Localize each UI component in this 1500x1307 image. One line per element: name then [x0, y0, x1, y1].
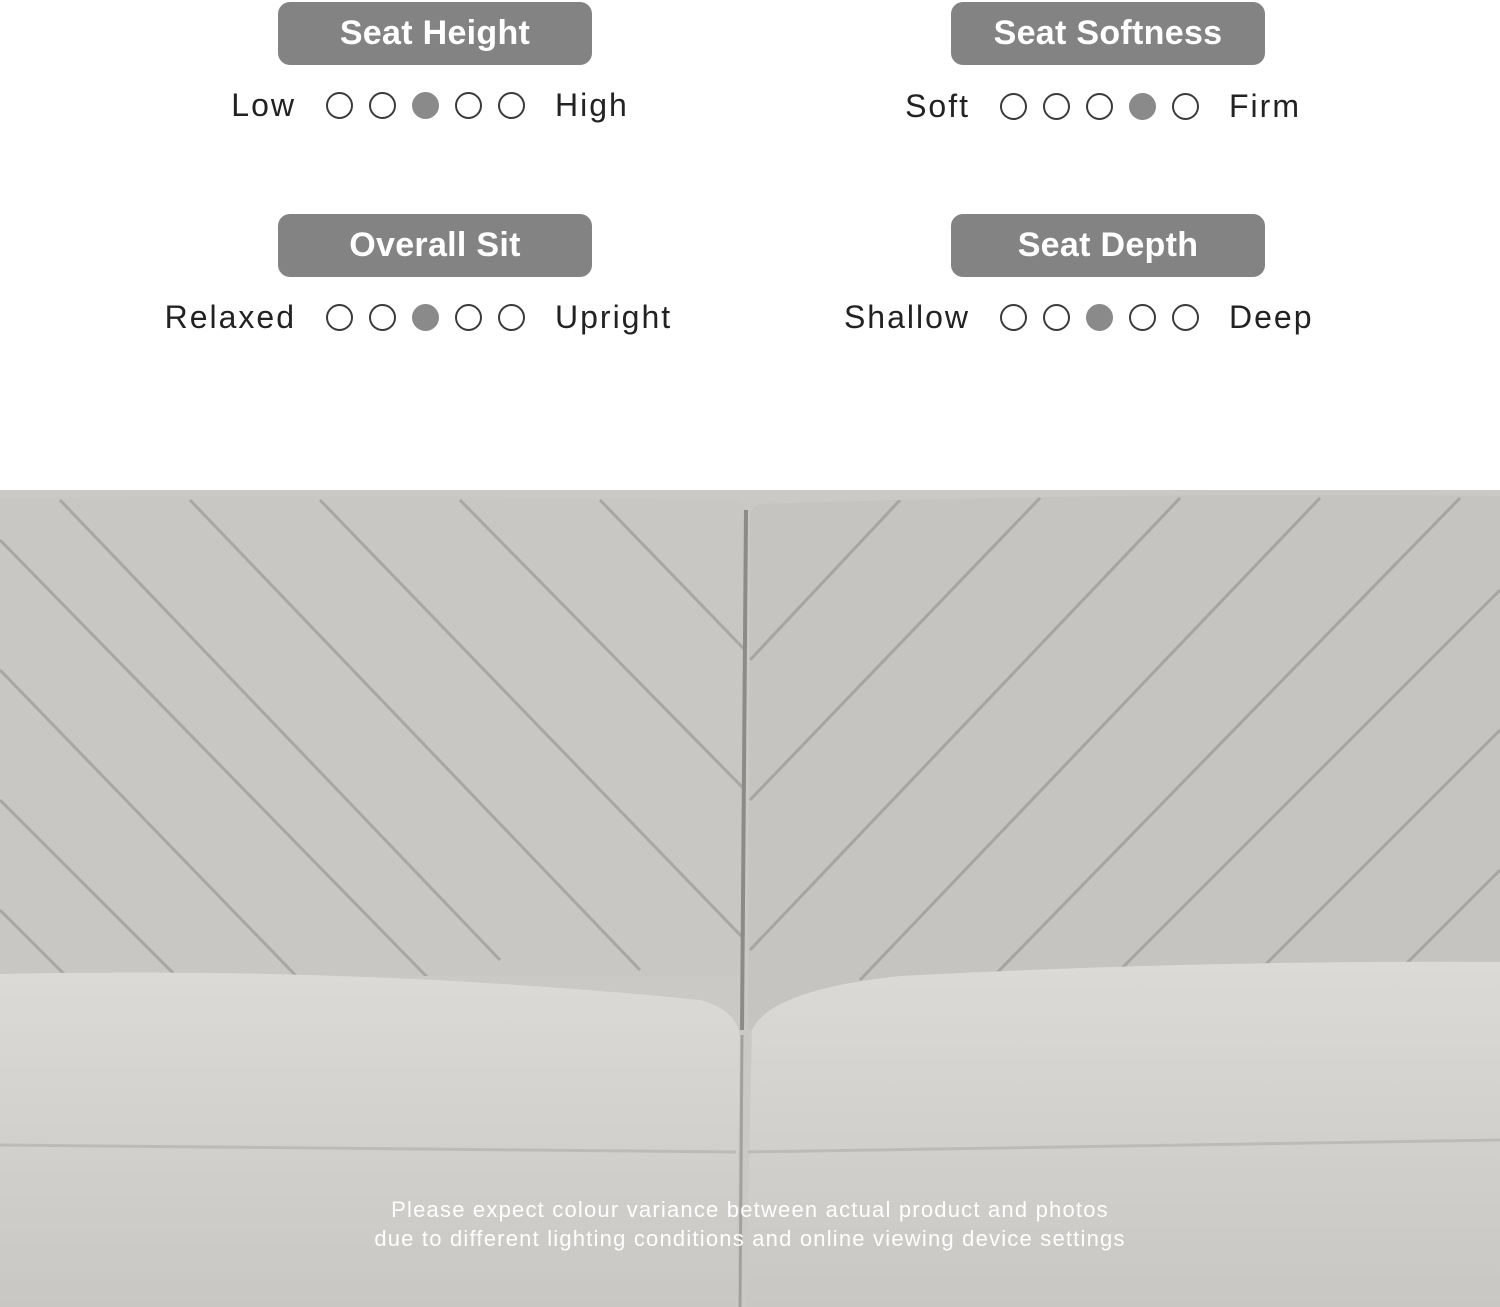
rating-dot [1172, 93, 1199, 120]
rating-dot [498, 92, 525, 119]
seat-softness-title: Seat Softness [993, 14, 1223, 52]
seat-depth-badge [951, 214, 1265, 277]
rating-dot [498, 304, 525, 331]
seat-height-title: Seat Height [339, 14, 531, 52]
seat-height-badge [278, 2, 592, 65]
rating-dot-filled [412, 304, 439, 331]
rating-dot [326, 92, 353, 119]
rating-dot [455, 304, 482, 331]
overall-sit-badge [278, 214, 592, 277]
rating-dot-filled [1086, 304, 1113, 331]
seat-depth-deep-label: Deep [1229, 298, 1314, 335]
seat-height-dots [326, 92, 525, 119]
seat-depth-shallow-label: Shallow [843, 298, 970, 335]
disclaimer-line-1: Please expect colour variance between actual product and photos [391, 1197, 1109, 1222]
seat-depth-title: Seat Depth [1017, 226, 1199, 264]
seat-softness-badge [951, 2, 1265, 65]
rating-dot [455, 92, 482, 119]
colour-disclaimer [0, 1195, 1500, 1253]
rating-dot [326, 304, 353, 331]
overall-sit-rating [150, 292, 672, 342]
rating-dot-filled [412, 92, 439, 119]
seat-depth-dots [1000, 304, 1199, 331]
sofa-photo [0, 490, 1500, 1307]
overall-sit-upright-label: Upright [555, 298, 673, 335]
seat-softness-firm-label: Firm [1229, 87, 1301, 124]
rating-dot [369, 304, 396, 331]
seat-softness-dots [1000, 93, 1199, 120]
seat-softness-rating [860, 81, 1301, 131]
seat-depth-rating [830, 292, 1314, 342]
disclaimer-line-2: due to different lighting conditions and online viewing device settings [374, 1226, 1126, 1251]
rating-dot [369, 92, 396, 119]
seat-height-low-label: Low [231, 86, 296, 123]
seat-height-high-label: High [555, 86, 629, 123]
overall-sit-title: Overall Sit [349, 226, 521, 264]
seat-softness-soft-label: Soft [905, 87, 970, 124]
rating-dot [1086, 93, 1113, 120]
overall-sit-relaxed-label: Relaxed [164, 298, 296, 335]
rating-dot-filled [1129, 93, 1156, 120]
rating-dot [1172, 304, 1199, 331]
rating-dot [1129, 304, 1156, 331]
overall-sit-dots [326, 304, 525, 331]
rating-dot [1000, 93, 1027, 120]
rating-dot [1043, 93, 1070, 120]
seat-height-rating [200, 80, 629, 130]
rating-dot [1043, 304, 1070, 331]
rating-dot [1000, 304, 1027, 331]
